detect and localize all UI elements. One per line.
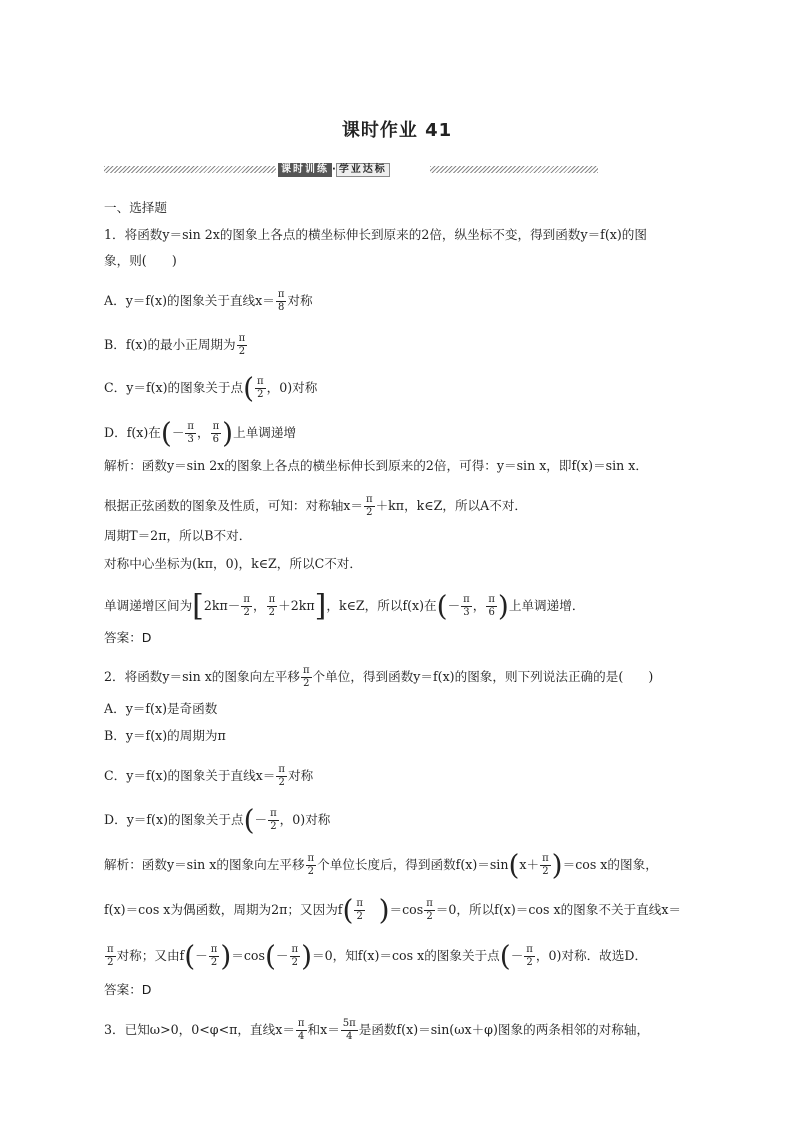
fraction: $\frac{\pi}{6}$ <box>212 421 220 445</box>
q2-solution-line3: $\frac{\pi}{2}$ 对称；又由f(－ $\frac{\pi}{2}$ )＝cos(－ $\frac{\pi}{2}$ )＝0，知f(x)＝cos x的图象关于点(－ $\frac{\pi}{2}$ ，0)对称．故选D． <box>107 939 648 973</box>
banner-stripe-left <box>104 166 276 173</box>
banner-label-light: 学业达标 <box>336 163 390 177</box>
q1-solution-line5: 单调递增区间为[2kπ－ $\frac{\pi}{2}$ ， $\frac{\pi}{2}$ ＋2kπ]，k∈Z，所以f(x)在(－ $\frac{\pi}{3}$ ， $\frac{\pi}{6}$ )上单调递增． <box>104 588 585 624</box>
q2-solution-line1: 解析：函数y＝sin x的图象向左平移 $\frac{\pi}{2}$ 个单位长度后，得到函数f(x)＝sin(x＋ $\frac{\pi}{2}$ )＝cos x的图象， <box>104 848 658 882</box>
banner-label-dark: 课时训练 <box>278 163 332 177</box>
q1-solution-line3: 周期T＝2π，所以B不对． <box>104 528 252 543</box>
q3-stem: 3．已知ω>0，0<φ<π，直线x＝ $\frac{\pi}{4}$ 和x＝ $\frac{5\pi}{4}$ 是函数f(x)＝sin(ωx＋φ)图象的两条相邻的对称轴， <box>104 1018 650 1042</box>
fraction: $\frac{\pi}{2}$ <box>238 333 246 357</box>
banner-dot: · <box>332 164 336 175</box>
q1-solution-line4: 对称中心坐标为(kπ，0)，k∈Z，所以C不对． <box>104 556 362 571</box>
fraction: $\frac{\pi}{2}$ <box>270 808 277 832</box>
q1-option-d: D．f(x)在(－ $\frac{\pi}{3}$ ， $\frac{\pi}{6}$ )上单调递增 <box>104 416 297 450</box>
fraction: $\frac{\pi}{4}$ <box>297 1018 305 1042</box>
q1-stem-line1: 1．将函数y＝sin 2x的图象上各点的横坐标伸长到原来的2倍，纵坐标不变，得到函数y＝f(x)的图 <box>104 227 647 242</box>
q1-stem-line2: 象，则( ) <box>104 253 177 268</box>
q1-solution-line2: 根据正弦函数的图象及性质，可知：对称轴x＝ $\frac{\pi}{2}$ ＋kπ，k∈Z，所以A不对． <box>104 494 528 518</box>
fraction: $\frac{\pi}{2}$ <box>365 494 373 518</box>
page-title: 课时作业 41 <box>341 120 453 141</box>
fraction: $\frac{\pi}{2}$ <box>257 376 264 400</box>
banner-stripe-right <box>430 166 598 173</box>
fraction: $\frac{\pi}{8}$ <box>277 289 285 313</box>
fraction: $\frac{\pi}{3}$ <box>187 421 194 445</box>
q1-option-b: B．f(x)的最小正周期为 $\frac{\pi}{2}$ <box>104 333 246 357</box>
banner-label <box>278 163 428 177</box>
q2-option-b: B．y＝f(x)的周期为π <box>104 728 226 743</box>
fraction: $\frac{\pi}{2}$ <box>278 764 285 788</box>
section-heading: 一、选择题 <box>104 200 167 215</box>
q2-stem: 2．将函数y＝sin x的图象向左平移 $\frac{\pi}{2}$ 个单位，得到函数y＝f(x)的图象，则下列说法正确的是( ) <box>104 665 654 689</box>
q2-solution-line2: f(x)＝cos x为偶函数，周期为2π；又因为f( $\frac{\pi}{2}$ )＝cos $\frac{\pi}{2}$ ＝0，所以f(x)＝cos x的图象不关于直线x＝ <box>104 893 682 927</box>
q1-answer: 答案：D <box>104 630 152 645</box>
q1-solution-line1: 解析：函数y＝sin 2x的图象上各点的横坐标伸长到原来的2倍，可得：y＝sin x，即f(x)＝sin x． <box>104 458 648 473</box>
fraction: $\frac{\pi}{2}$ <box>302 665 310 689</box>
fraction: $\frac{5\pi}{4}$ <box>342 1018 356 1042</box>
section-banner <box>104 163 598 177</box>
q2-option-a: A．y＝f(x)是奇函数 <box>104 701 218 716</box>
q1-option-c: C．y＝f(x)的图象关于点( $\frac{\pi}{2}$ ，0)对称 <box>104 371 318 405</box>
q2-option-d: D．y＝f(x)的图象关于点(－ $\frac{\pi}{2}$ ，0)对称 <box>104 803 331 837</box>
q2-option-c: C．y＝f(x)的图象关于直线x＝ $\frac{\pi}{2}$ 对称 <box>104 764 314 788</box>
q2-answer: 答案：D <box>104 982 152 997</box>
q1-option-a: A．y＝f(x)的图象关于直线x＝ $\frac{\pi}{8}$ 对称 <box>104 289 313 313</box>
